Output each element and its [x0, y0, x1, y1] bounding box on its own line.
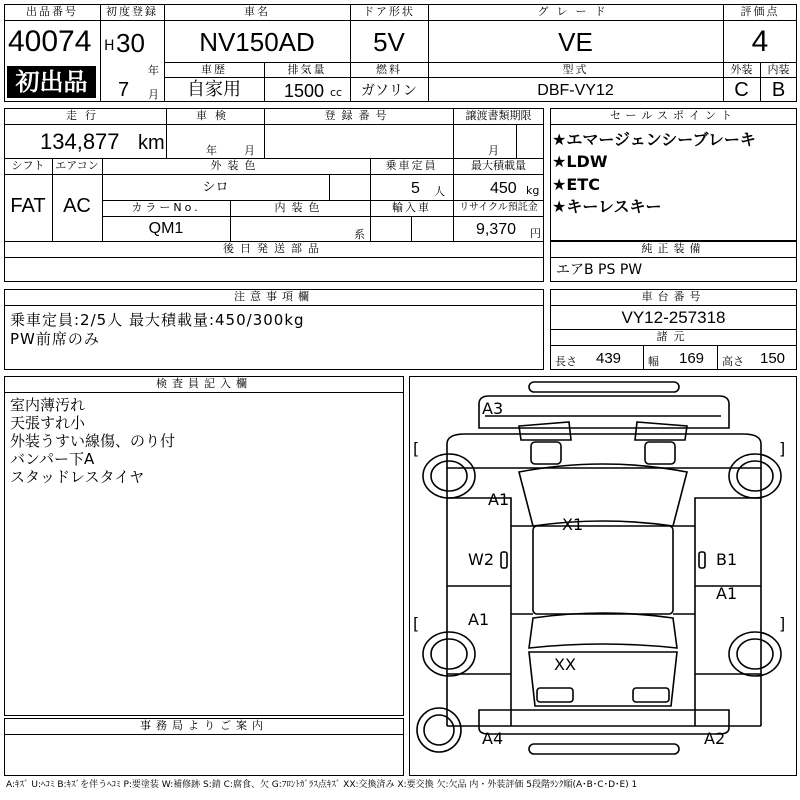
damage-mark-a3: A3	[482, 399, 504, 418]
ac-label: エアコン	[55, 159, 99, 172]
interior-grade-label: 内装	[767, 63, 790, 76]
damage-code-legend: A:ｷｽﾞ U:ﾍｺﾐ B:ｷｽﾞを伴うﾍｺﾐ P:要塗装 W:補修跡 S:錆 C:腐食、欠 G:ﾌﾛﾝﾄｶﾞﾗｽ点ｷｽﾞ XX:交換済み X:要交換 欠:欠品 内・外装評価 5段階ﾗﾝｸ順(A･B･C･D･E) 1	[6, 780, 638, 790]
car-name: NV150AD	[199, 27, 315, 57]
color-number: QM1	[148, 220, 184, 237]
model: DBF-VY12	[537, 82, 614, 99]
notes-label: 注意事項欄	[234, 290, 314, 303]
exterior-color: シロ	[202, 180, 229, 195]
inspector-line-3: 外装うすい線傷、のり付	[10, 432, 176, 450]
specs-label: 諸元	[656, 330, 691, 343]
history-label: 車歴	[201, 63, 227, 76]
sales-points-label: セールスポイント	[609, 109, 737, 122]
year-unit: 年	[148, 64, 159, 77]
month-unit: 月	[148, 88, 159, 101]
damage-mark-a1-left-front: A1	[488, 490, 510, 509]
import-label: 輸入車	[392, 201, 431, 214]
width: 169	[679, 350, 705, 367]
recycle-fee-unit: 円	[530, 227, 541, 240]
interior-grade: B	[771, 79, 786, 101]
recycle-fee: 9,370	[476, 221, 517, 238]
max-load-label: 最大積載量	[471, 159, 526, 172]
sales-point-1: ★エマージェンシーブレーキ	[552, 130, 756, 149]
capacity: 5	[411, 180, 420, 197]
shift: FAT	[10, 195, 46, 217]
bracket-left-upper: [	[413, 439, 420, 458]
registration-number-label: 登録番号	[324, 109, 393, 122]
fuel-label: 燃料	[376, 63, 402, 76]
displacement: 1500	[284, 81, 325, 101]
inspector-line-1: 室内薄汚れ	[10, 396, 86, 414]
damage-mark-a1-left-rear: A1	[468, 610, 490, 629]
equipment-label: 純正装備	[641, 242, 706, 255]
sales-point-4: ★キーレスキー	[552, 197, 662, 216]
damage-mark-a1-right: A1	[716, 584, 738, 603]
model-label: 型式	[562, 63, 589, 76]
exterior-grade-label: 外装	[730, 63, 753, 76]
notes-line-2: PW前席のみ	[10, 330, 100, 348]
color-number-label: カラーNo.	[131, 201, 201, 214]
recycle-fee-label: リサイクル預託金	[459, 202, 538, 213]
damage-mark-a2: A2	[704, 729, 726, 748]
max-load-unit: kg	[526, 184, 540, 197]
score-label: 評価点	[740, 5, 780, 18]
damage-mark-a4: A4	[482, 729, 504, 748]
bracket-right-lower: ]	[779, 614, 786, 633]
sales-point-2: ★LDW	[552, 152, 608, 171]
notes-line-1: 乗車定員:2/5人 最大積載量:450/300kg	[10, 311, 305, 329]
first-listing-badge: 初出品	[7, 66, 96, 98]
max-load: 450	[490, 180, 517, 197]
car-name-label: 車名	[244, 5, 270, 18]
mileage-label: 走行	[66, 109, 104, 122]
transfer-docs-month-unit: 月	[488, 144, 499, 157]
height-label: 高さ	[722, 355, 744, 368]
sales-point-3: ★ETC	[552, 175, 600, 194]
bracket-left-lower: [	[413, 614, 420, 633]
fuel: ガソリン	[361, 83, 417, 99]
interior-color-label: 内装色	[274, 201, 326, 214]
chassis-number-label: 車台番号	[641, 290, 706, 303]
damage-mark-w2: W2	[468, 550, 494, 569]
door-type: 5V	[373, 27, 405, 57]
height: 150	[760, 350, 786, 367]
inspector-line-4: バンパー下A	[10, 450, 95, 468]
car-diagram	[409, 376, 797, 776]
inspector-label: 検査員記入欄	[156, 377, 252, 390]
damage-mark-x1: X1	[562, 515, 584, 534]
displacement-unit: cc	[330, 86, 343, 99]
inspection-month-unit: 月	[244, 144, 255, 157]
damage-mark-b1: B1	[716, 550, 738, 569]
interior-color-unit: 系	[354, 228, 365, 241]
inspector-line-2: 天張すれ小	[10, 414, 86, 432]
shift-label: シフト	[11, 159, 45, 172]
office-label: 事務局よりご案内	[140, 719, 268, 732]
exterior-color-label: 外装色	[210, 159, 262, 172]
later-parts-label: 後日発送部品	[223, 242, 325, 255]
length-label: 長さ	[555, 355, 577, 368]
grade: VE	[558, 27, 593, 57]
capacity-label: 乗車定員	[385, 159, 438, 172]
mileage: 134,877	[40, 129, 120, 154]
registration-month: 7	[118, 79, 130, 101]
damage-mark-xx: XX	[554, 655, 576, 674]
bracket-right-upper: ]	[779, 439, 786, 458]
capacity-unit: 人	[434, 185, 445, 198]
lot-number: 40074	[8, 25, 92, 58]
history: 自家用	[187, 79, 241, 100]
lot-number-label: 出品番号	[26, 5, 78, 18]
chassis-number: VY12-257318	[621, 308, 726, 327]
mileage-unit: km	[138, 132, 165, 154]
exterior-grade: C	[734, 79, 749, 101]
length: 439	[596, 350, 622, 367]
ac: AC	[63, 195, 91, 217]
width-label: 幅	[648, 355, 659, 368]
displacement-label: 排気量	[287, 63, 327, 76]
first-registration-label: 初度登録	[106, 5, 158, 18]
inspection-label: 車検	[196, 109, 234, 122]
inspection-year-unit: 年	[206, 144, 217, 157]
equipment: エアB PS PW	[556, 262, 643, 278]
door-type-label: ドア形状	[363, 5, 415, 18]
era: H	[104, 38, 115, 54]
registration-year: 30	[116, 28, 145, 58]
transfer-docs-label: 譲渡書類期限	[465, 109, 532, 122]
inspector-line-5: スタッドレスタイヤ	[10, 468, 145, 486]
score: 4	[751, 25, 769, 58]
grade-label: グレード	[537, 5, 614, 18]
